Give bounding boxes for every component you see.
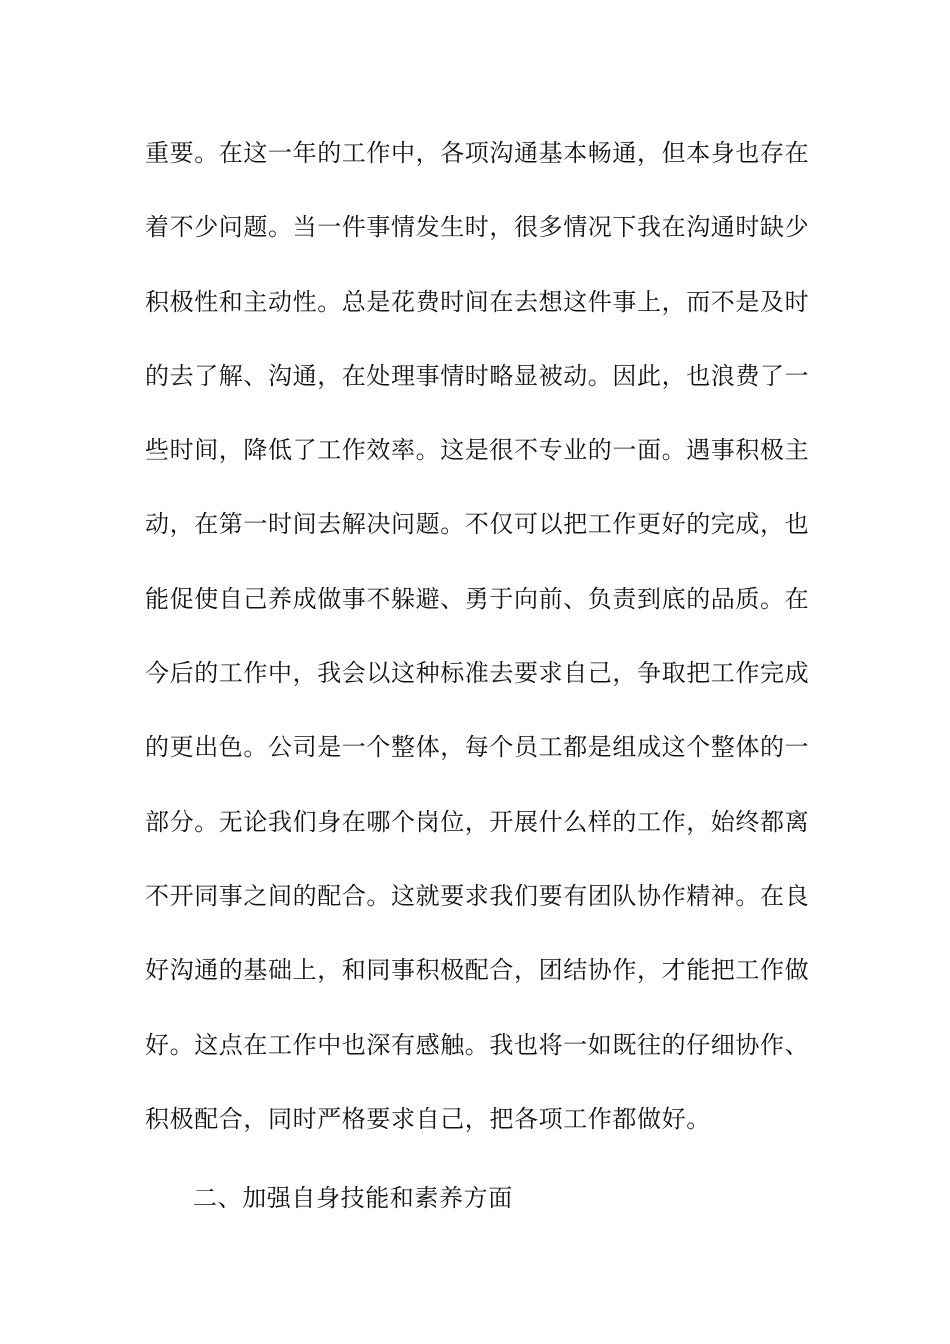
paragraph-line: 今后的工作中，我会以这种标准去要求自己，争取把工作完成 <box>145 659 810 688</box>
body-paragraph <box>145 130 815 1170</box>
paragraph-line: 重要。在这一年的工作中，各项沟通基本畅通，但本身也存在 <box>145 139 810 167</box>
paragraph-line: 好沟通的基础上，和同事积极配合，团结协作，才能把工作做 <box>145 956 810 985</box>
paragraph-line: 好。这点在工作中也深有感触。我也将一如既往的仔细协作、 <box>145 1030 810 1059</box>
paragraph-line: 积极性和主动性。总是花费时间在去想这件事上，而不是及时 <box>145 287 810 316</box>
paragraph-line: 的更出色。公司是一个整体，每个员工都是组成这个整体的一 <box>145 733 810 762</box>
paragraph-line: 积极配合，同时严格要求自己，把各项工作都做好。 <box>145 1104 711 1133</box>
paragraph-line: 动，在第一时间去解决问题。不仅可以把工作更好的完成，也 <box>145 510 810 539</box>
paragraph-line: 着不少问题。当一件事情发生时，很多情况下我在沟通时缺少 <box>145 213 810 242</box>
paragraph-line: 不开同事之间的配合。这就要求我们要有团队协作精神。在良 <box>145 881 810 910</box>
paragraph-line: 的去了解、沟通，在处理事情时略显被动。因此，也浪费了一 <box>145 361 810 390</box>
section-heading: 二、加强自身技能和素养方面 <box>193 1184 513 1212</box>
paragraph-line: 部分。无论我们身在哪个岗位，开展什么样的工作，始终都离 <box>145 807 810 836</box>
paragraph-line: 些时间，降低了工作效率。这是很不专业的一面。遇事积极主 <box>145 436 810 465</box>
paragraph-line: 能促使自己养成做事不躲避、勇于向前、负责到底的品质。在 <box>145 584 810 613</box>
